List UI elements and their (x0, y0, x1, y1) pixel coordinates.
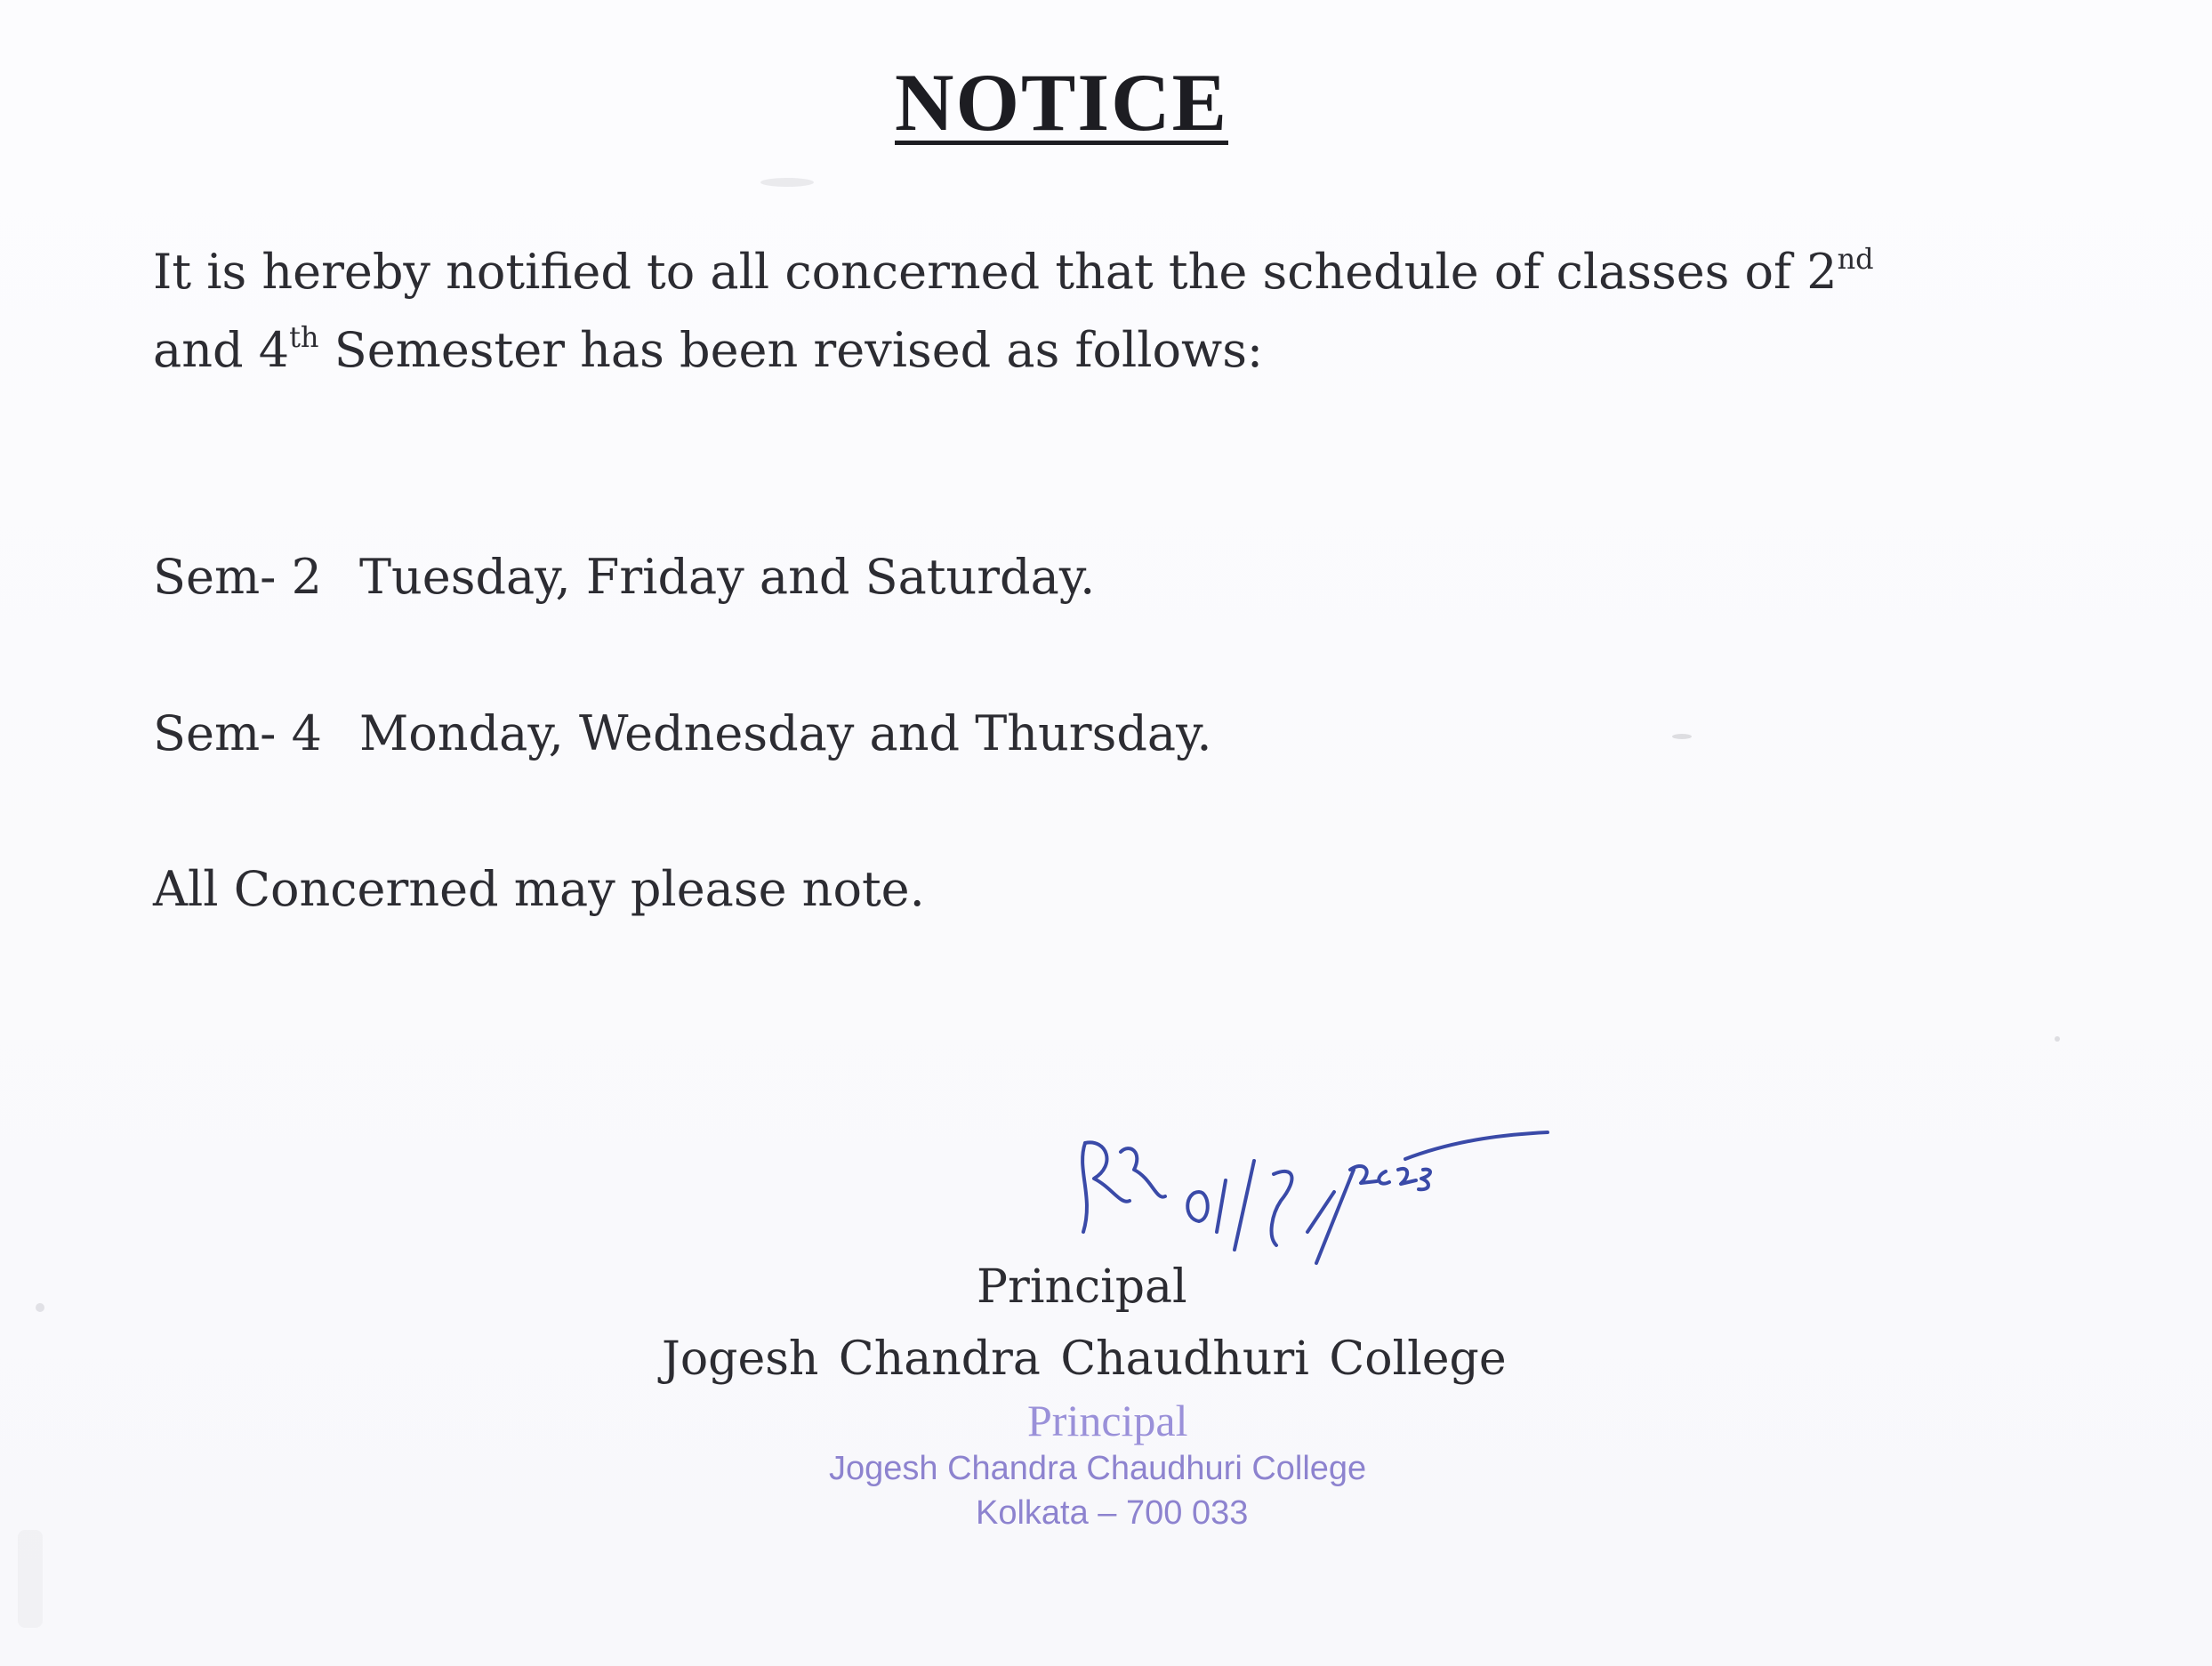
sem-label: Sem- 2 (153, 549, 322, 605)
scan-edge-smudge (18, 1530, 43, 1628)
stamp-institution: Jogesh Chandra Chaudhuri College (829, 1450, 1367, 1487)
notice-title (0, 55, 2123, 149)
stamp-address: Kolkata – 700 033 (976, 1494, 1249, 1532)
paragraph-sup-1: nd (1837, 242, 1874, 276)
sem-days: Monday, Wednesday and Thursday. (359, 705, 1212, 761)
stamp-title: Principal (1027, 1396, 1188, 1445)
paragraph-text-1: It is hereby notified to all concerned that the schedule of classes of 2 (153, 244, 1838, 300)
schedule-row-sem2 (153, 549, 1095, 605)
sem-label: Sem- 4 (153, 705, 322, 761)
scan-speck (2055, 1036, 2060, 1042)
signatory-role: Principal (977, 1260, 1187, 1314)
closing-line: All Concerned may please note. (153, 861, 925, 917)
scan-speck (1672, 734, 1692, 739)
paragraph-sup-2: th (289, 320, 319, 354)
paragraph-text-3: Semester has been revised as follows: (318, 322, 1264, 378)
scan-smudge (760, 178, 814, 187)
scan-speck (36, 1303, 44, 1312)
notice-paragraph (153, 233, 2003, 390)
notice-title-text: NOTICE (895, 57, 1228, 148)
schedule-row-sem4 (153, 705, 1212, 761)
paragraph-text-2: and 4 (153, 322, 290, 378)
signatory-institution: Jogesh Chandra Chaudhuri College (662, 1332, 1507, 1386)
sem-days: Tuesday, Friday and Saturday. (359, 549, 1096, 605)
